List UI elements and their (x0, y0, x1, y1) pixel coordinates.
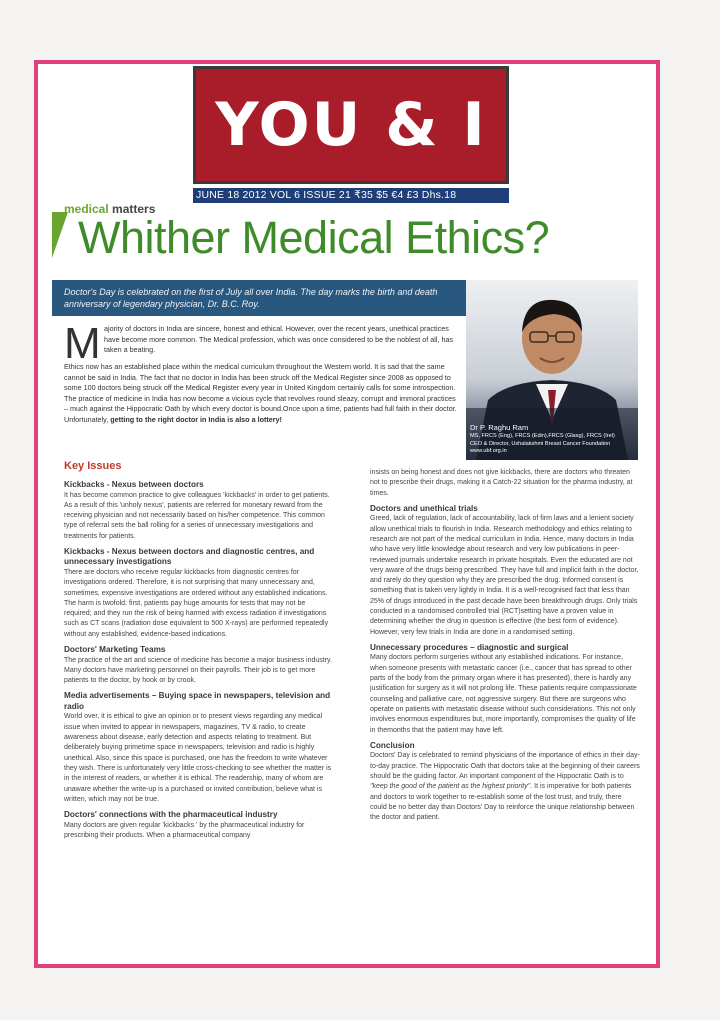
headline: Whither Medical Ethics? (78, 212, 550, 263)
para-pharma: Many doctors are given regular 'kickbacks ' by the pharmaceutical industry for prescribing their products. When a pharmaceutical company (64, 821, 305, 839)
conclusion-quote: "keep the good of the patient as the highest priority". (370, 783, 533, 791)
conclusion-text-2: It is imperative for both patients and doctors to work together to re-establish some of the lost trust, and truly, there could be no better day than Doctors' Day to reinforce the unique relationship between the doctor and patient. (370, 783, 635, 822)
intro-paragraph-2 (64, 362, 460, 425)
author-portrait (466, 280, 638, 460)
subhead-conclusion: Conclusion (370, 740, 415, 750)
subhead-unethical-trials: Doctors and unethical trials (370, 503, 478, 513)
conclusion-text-1: Doctors' Day is celebrated to remind physicians of the importance of ethics in their day-to-day practice. The Hippocratic Oath that doctors take at the beginning of their careers should be the guiding factor. An important component of the Hippocratic Oath is to (370, 752, 640, 780)
author-url: www.ubf.org.in (470, 448, 507, 455)
para-kickbacks-doctors: It has become common practice to give colleagues 'kickbacks' in order to get patients. As a result of this 'unholy nexus', patients are referred for monetary reward from the receiving physician and not necessarily based on his/her competence. This common type of referral sets the ball rolling for a series of unnecessary investigations and treatments for patients. (64, 491, 330, 540)
author-credentials: MS, FRCS (Eng), FRCS (Edin),FRCS (Glasg), FRCS (Irel) (470, 433, 615, 440)
para-media-ads: World over, it is ethical to give an opinion or to present views regarding any medical issue when invited to appear in newspapers, magazines, TV & radio, to create awareness about disease, early detection and aspects relating to treatment. But deliberately buying primetime space in newspapers, television and radio is highly unethical. Also, since this space is purchased, one has the freedom to write whatever they wish. There is unfortunately very little cross-checking to see whether the matter is in the interest of readers, or whether it is ethical. The readership, many of whom are unaware whether the write-up is a purchased or invited contribution, believe what is written, which may not be true. (64, 713, 332, 803)
intro-paragraph-2-text: Ethics now has an established place within the medical curriculum throughout the Western world. It is sad that the same cannot be said in India. The fact that no doctor in India has been struck off the Medical Register since 2008 as opposed to some 100 doctors being struck off the Medical Register every year in United Kingdom certainly calls for some introspection. The practice of medicine in India has now become a vicious cycle that revolves round sleazy, corrupt and immoral practices – much against the Hippocratic Oath by which every doctor is bound.Once upon a time, patients had full faith in their doctor. Unfortunately, (64, 362, 457, 424)
intro-paragraph-1: ajority of doctors in India are sincere, honest and ethical. However, over the recent years, unethical practices have become more common. The Medical profession, which was once considered to be the noblest of all, has taken a beating. (104, 324, 454, 354)
standfirst-text: Doctor's Day is celebrated on the first of July all over India. The day marks the birth and death anniversary of legendary physician, Dr. B.C. Roy. (64, 287, 438, 309)
left-column (64, 475, 334, 841)
subhead-kickbacks-doctors: Kickbacks - Nexus between doctors (64, 480, 204, 489)
section-label-matters: matters (108, 202, 156, 216)
section-label-medical: medical (64, 202, 109, 216)
para-marketing-teams: The practice of the art and science of medicine has become a major business industry. Many doctors have marketing personnel on their payrolls. Their job is to get more patients to the doctor, by hook or by crook. (64, 656, 332, 685)
para-conclusion (370, 751, 640, 823)
key-issues-heading: Key Issues (64, 460, 122, 472)
right-column (370, 468, 640, 823)
drop-cap: M (64, 319, 101, 368)
subhead-marketing-teams: Doctors' Marketing Teams (64, 645, 166, 655)
subhead-kickbacks-diagnostic: Kickbacks - Nexus between doctors and diagnostic centres, and unnecessary investigations (64, 546, 315, 567)
para-unethical-trials: Greed, lack of regulation, lack of accountability, lack of firm laws and a lenient society allow unethical trials to flourish in India. Research methodology and ethics relating to research are not part of the medical curriculum in India. Hence, many doctors in India who have very little knowledge about research and very low publications in peer-reviewed journals undertake research in private hospitals. Even the educated are not very aware of the drugs being prescribed. They have full and implicit faith in the doctor, and rarely do they question why they are prescribed the drug. Informed consent is something that is taken very lightly in India. It is a well-recognised fact that less than 25% of drugs introduced in the past decade have been breakthrough drugs. Only trials conducted in a randomised controlled trial (RCT)setting have a proven value in determining whether the drug in question is effective (the best form of evidence). However, very few trials in India are done in a randomised setting. (370, 515, 639, 636)
author-role: CEO & Director, Ushalakshmi Breast Cancer Foundation (470, 440, 611, 447)
masthead-title: YOU & I (215, 90, 487, 160)
subhead-pharma: Doctors' connections with the pharmaceutical industry (64, 810, 278, 820)
masthead (193, 66, 509, 184)
para-kickbacks-diagnostic: There are doctors who receive regular kickbacks from diagnostic centres for investigations ordered. Therefore, it is not surprising that many unnecessary and, sometimes, expensive investigations are ordered without any established indications. The harm is twofold: first, patients pay huge amounts for tests that may not be required; and they run the risk of being harmed with excess radiation if investigations such as CT scans (radiation dose equivalent to 500 X-rays) are performed repeatedly without any established, evidence-based indications. (64, 568, 329, 638)
portrait-caption (470, 423, 635, 456)
author-name: Dr P. Raghu Ram (470, 423, 529, 433)
intro-paragraph-2-bold: getting to the right doctor in India is also a lottery! (110, 414, 282, 424)
subhead-media-ads: Media advertisements – Buying space in newspapers, television and radio (64, 691, 331, 711)
para-unnecessary-procedures: Many doctors perform surgeries without any established indications. For instance, when someone presents with metastatic cancer (i.e., cancer that has spread to other parts of the body from the primary organ where it has presented), there is hardly any justification for surgery as it will not prolong life. These patients require compassionate counseling and palliative care, not aggressive surgery. But there are surgeons who operate on patients with metastatic disease without such considerations. This not only involves enormous expenditures but, more importantly, compromises the quality of life in themonths that the patient may have left. (370, 654, 637, 734)
issue-info-bar: JUNE 18 2012 VOL 6 ISSUE 21 ₹35 $5 €4 £3 Dhs.18 (193, 188, 509, 203)
subhead-unnecessary-procedures: Unnecessary procedures – diagnostic and surgical (370, 642, 569, 652)
para-pharma-continued: insists on being honest and does not give kickbacks, there are doctors who threaten not to prescribe their drugs, making it a Catch-22 situation for the pharma industry, at times. (370, 469, 633, 497)
green-accent-wedge (52, 212, 68, 258)
